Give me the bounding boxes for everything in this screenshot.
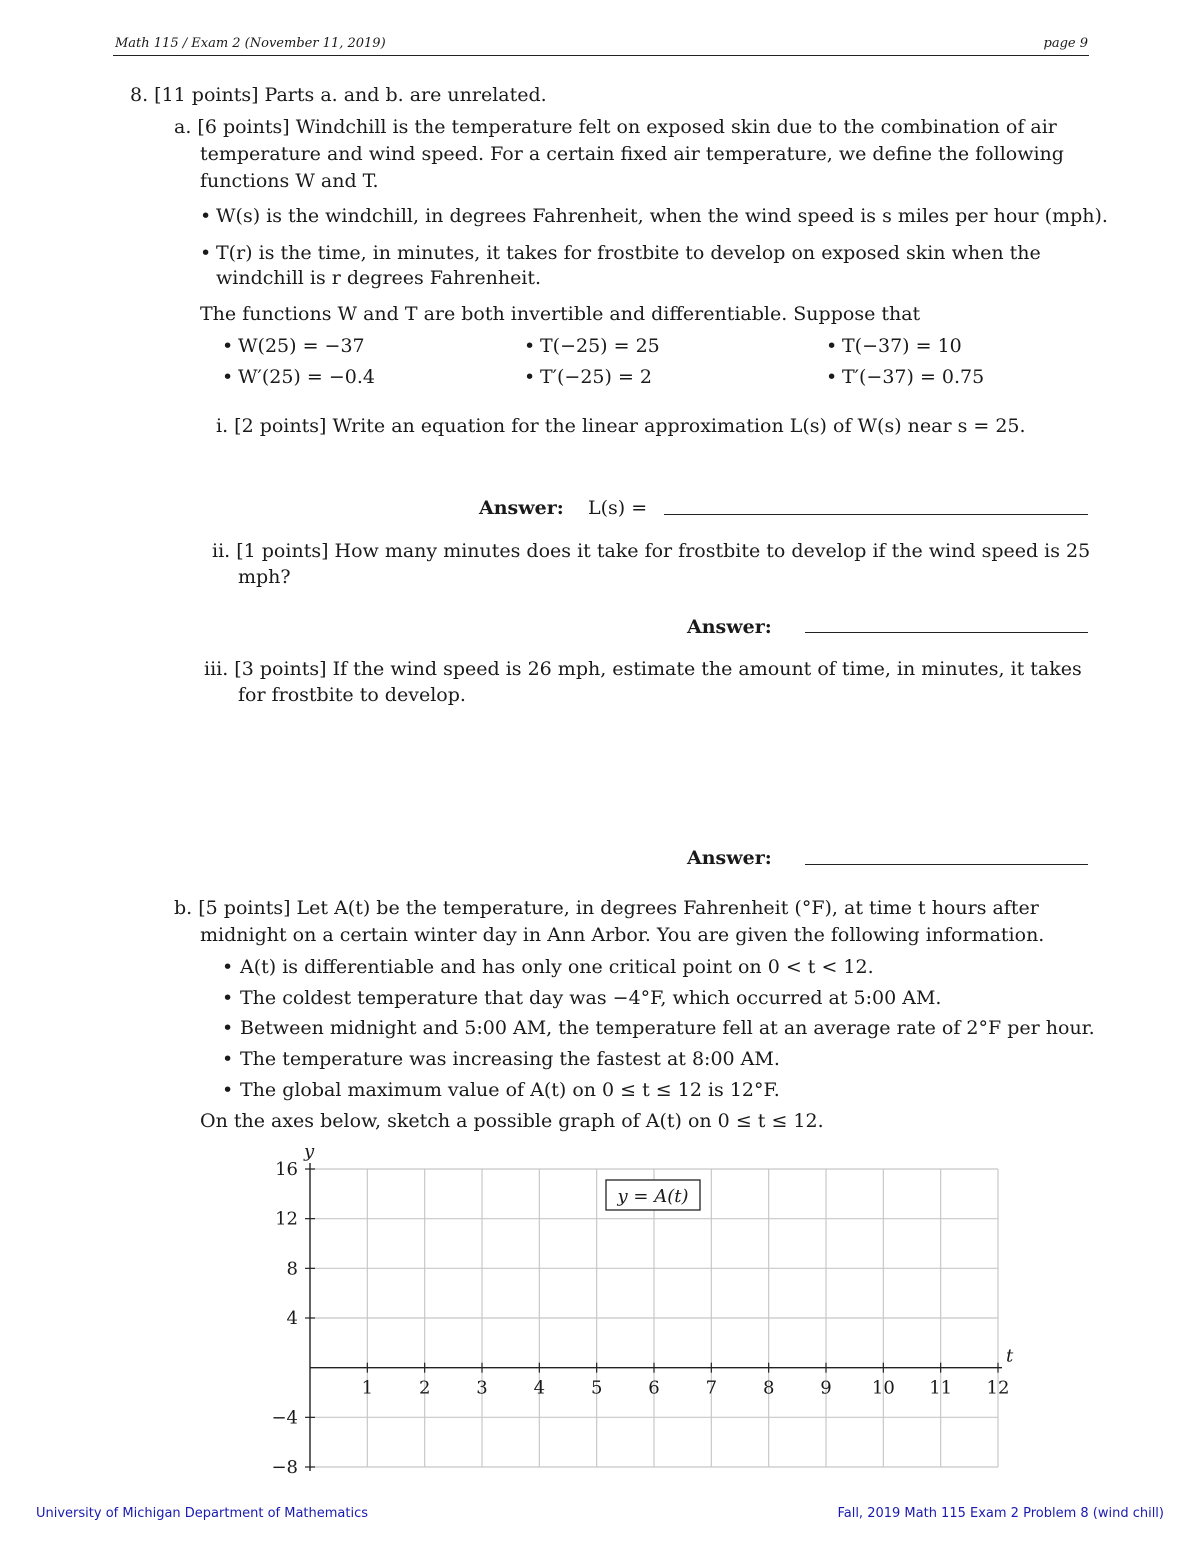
- bullet-icon: •: [200, 205, 212, 227]
- part-a-text-line3: functions W and T.: [200, 170, 379, 192]
- part-b-bullet-3: Between midnight and 5:00 AM, the temperature fell at an average rate of 2°F per hour.: [240, 1017, 1095, 1039]
- fact-Wprime-25: W′(25) = −0.4: [238, 366, 375, 388]
- x-tick-label: 9: [820, 1377, 832, 1399]
- y-axis-label: y: [304, 1141, 315, 1162]
- header-left: Math 115 / Exam 2 (November 11, 2019): [115, 36, 386, 51]
- bullet-icon: •: [524, 335, 536, 357]
- x-tick-label: 11: [929, 1377, 953, 1399]
- answer-expr-i: L(s) =: [588, 497, 648, 519]
- part-b-bullet-5: The global maximum value of A(t) on 0 ≤ t ≤ 12 is 12°F.: [240, 1079, 780, 1101]
- fact-Tprime-neg37: T′(−37) = 0.75: [842, 366, 985, 388]
- x-tick-label: 8: [762, 1377, 775, 1399]
- bullet-icon: •: [222, 1017, 234, 1039]
- answer-label-iii: Answer:: [687, 847, 772, 869]
- question-iii-line2: for frostbite to develop.: [238, 684, 466, 706]
- bullet-icon: •: [222, 987, 234, 1009]
- bullet-icon: •: [200, 242, 212, 264]
- part-b-text-line2: midnight on a certain winter day in Ann Arbor. You are given the following information.: [200, 924, 1045, 946]
- bullet-icon: •: [222, 335, 234, 357]
- x-tick-label: 5: [590, 1377, 603, 1399]
- bullet-icon: •: [222, 956, 234, 978]
- y-tick-label: 12: [275, 1208, 298, 1230]
- footer-right: Fall, 2019 Math 115 Exam 2 Problem 8 (wind chill): [837, 1506, 1164, 1521]
- fact-Tprime-neg25: T′(−25) = 2: [540, 366, 652, 388]
- bullet-icon: •: [222, 366, 234, 388]
- part-a-bullet-T-line1: T(r) is the time, in minutes, it takes for frostbite to develop on exposed skin when the: [216, 242, 1041, 264]
- fact-T-neg25: T(−25) = 25: [540, 335, 660, 357]
- y-tick-label: 8: [286, 1258, 298, 1280]
- x-tick-label: 4: [533, 1377, 546, 1399]
- part-b-bullet-4: The temperature was increasing the fastest at 8:00 AM.: [240, 1048, 780, 1070]
- fact-W-25: W(25) = −37: [238, 335, 365, 357]
- y-tick-label: 16: [275, 1159, 298, 1180]
- x-tick-label: 2: [418, 1377, 431, 1399]
- x-tick-label: 6: [648, 1377, 660, 1399]
- x-tick-label: 3: [476, 1377, 488, 1399]
- part-a-text-line2: temperature and wind speed. For a certain fixed air temperature, we define the following: [200, 143, 1064, 165]
- answer-label-ii: Answer:: [687, 616, 772, 638]
- header-page-number: page 9: [1043, 36, 1088, 51]
- bullet-icon: •: [222, 1048, 234, 1070]
- y-tick-label: 4: [286, 1308, 298, 1329]
- x-tick-label: 1: [361, 1377, 374, 1399]
- x-tick-label: 10: [871, 1377, 895, 1399]
- footer-left: University of Michigan Department of Mathematics: [36, 1506, 369, 1521]
- bullet-icon: •: [826, 335, 838, 357]
- legend-label: y = A(t): [617, 1186, 689, 1207]
- part-a-text-line1: a. [6 points] Windchill is the temperature felt on exposed skin due to the combination of air: [174, 116, 1057, 138]
- bullet-icon: •: [222, 1079, 234, 1101]
- answer-label-i: Answer:: [479, 497, 564, 519]
- bullet-icon: •: [524, 366, 536, 388]
- part-b-text-line1: b. [5 points] Let A(t) be the temperature, in degrees Fahrenheit (°F), at time t hours after: [174, 897, 1039, 919]
- question-i: i. [2 points] Write an equation for the linear approximation L(s) of W(s) near s = 25.: [216, 415, 1026, 437]
- x-axis-label: t: [1006, 1345, 1014, 1367]
- question-ii-line2: mph?: [238, 566, 291, 588]
- problem-intro: 8. [11 points] Parts a. and b. are unrelated.: [130, 84, 547, 106]
- part-b-bullet-1: A(t) is differentiable and has only one critical point on 0 < t < 12.: [240, 956, 874, 978]
- x-tick-label: 12: [986, 1377, 1010, 1399]
- question-iii-line1: iii. [3 points] If the wind speed is 26 mph, estimate the amount of time, in minutes, it takes: [204, 658, 1082, 680]
- part-b-bullet-2: The coldest temperature that day was −4°F, which occurred at 5:00 AM.: [240, 987, 942, 1009]
- y-tick-label: −8: [271, 1457, 298, 1478]
- question-ii-line1: ii. [1 points] How many minutes does it take for frostbite to develop if the wind speed is 25: [212, 540, 1091, 562]
- x-tick-label: 7: [705, 1377, 718, 1399]
- part-a-suppose: The functions W and T are both invertible and differentiable. Suppose that: [200, 303, 921, 325]
- part-a-bullet-W: W(s) is the windchill, in degrees Fahrenheit, when the wind speed is s miles per hour (mph).: [216, 205, 1108, 227]
- fact-T-neg37: T(−37) = 10: [842, 335, 962, 357]
- y-tick-label: −4: [271, 1407, 298, 1429]
- bullet-icon: •: [826, 366, 838, 388]
- part-a-bullet-T-line2: windchill is r degrees Fahrenheit.: [216, 267, 542, 289]
- part-b-sketch-instruction: On the axes below, sketch a possible graph of A(t) on 0 ≤ t ≤ 12.: [200, 1110, 824, 1132]
